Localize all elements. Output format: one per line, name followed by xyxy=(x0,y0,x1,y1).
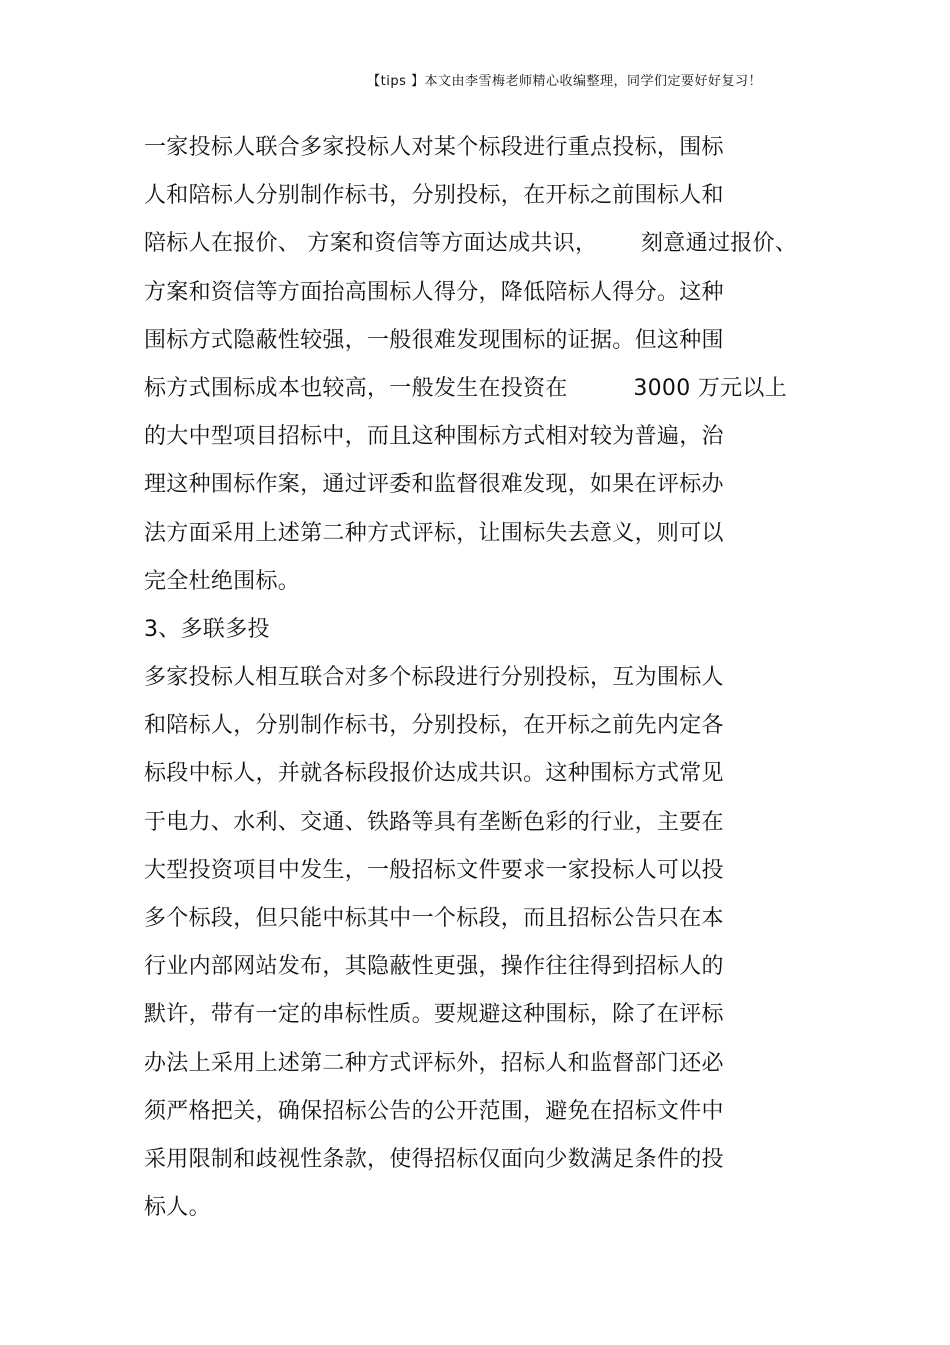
text-line: 完全杜绝围标。 xyxy=(144,568,301,594)
text-line: 办法上采用上述第二种方式评标外，招标人和监督部门还必 xyxy=(144,1050,724,1076)
text-line: 须严格把关，确保招标公告的公开范围，避免在招标文件中 xyxy=(144,1098,724,1124)
text-line: 和陪标人，分别制作标书，分别投标，在开标之前先内定各 xyxy=(144,713,724,739)
text-line: 方案和资信等方面抬高围标人得分，降低陪标人得分。这种 xyxy=(144,279,724,305)
text-line: 采用限制和歧视性条款，使得招标仅面向少数满足条件的投 xyxy=(144,1146,724,1172)
text-line: 大型投资项目中发生，一般招标文件要求一家投标人可以投 xyxy=(144,857,724,883)
text-line: 标人。 xyxy=(144,1195,211,1221)
text-line: 于电力、水利、交通、铁路等具有垄断色彩的行业，主要在 xyxy=(144,809,724,835)
text-line: 围标方式隐蔽性较强，一般很难发现围标的证据。但这种围 xyxy=(144,327,724,353)
text-line: 标方式围标成本也较高，一般发生在投资在 3000 万元以上 xyxy=(144,375,788,401)
text-line: 行业内部网站发布，其隐蔽性更强，操作往往得到招标人的 xyxy=(144,954,724,980)
text-line: 人和陪标人分别制作标书，分别投标，在开标之前围标人和 xyxy=(144,183,724,209)
text-line: 多家投标人相互联合对多个标段进行分别投标，互为围标人 xyxy=(144,665,724,691)
text-line: 默许，带有一定的串标性质。要规避这种围标，除了在评标 xyxy=(144,1002,724,1028)
text-line: 法方面采用上述第二种方式评标，让围标失去意义，则可以 xyxy=(144,520,724,546)
header-tip: 【tips 】本文由李雪梅老师精心收编整理，同学们定要好好复习！ xyxy=(367,74,762,89)
text-line: 一家投标人联合多家投标人对某个标段进行重点投标，围标 xyxy=(144,135,724,160)
text-line: 陪标人在报价、 方案和资信等方面达成共识， 刻意通过报价、 xyxy=(144,231,798,257)
text-line: 多个标段，但只能中标其中一个标段，而且招标公告只在本 xyxy=(144,906,724,931)
body-text xyxy=(144,124,824,1232)
text-line: 的大中型项目招标中，而且这种围标方式相对较为普遍，治 xyxy=(144,424,724,450)
text-line: 理这种围标作案，通过评委和监督很难发现，如果在评标办 xyxy=(144,472,724,498)
section-heading: 3、多联多投 xyxy=(144,616,270,642)
text-line: 标段中标人，并就各标段报价达成共识。这种围标方式常见 xyxy=(144,761,724,787)
